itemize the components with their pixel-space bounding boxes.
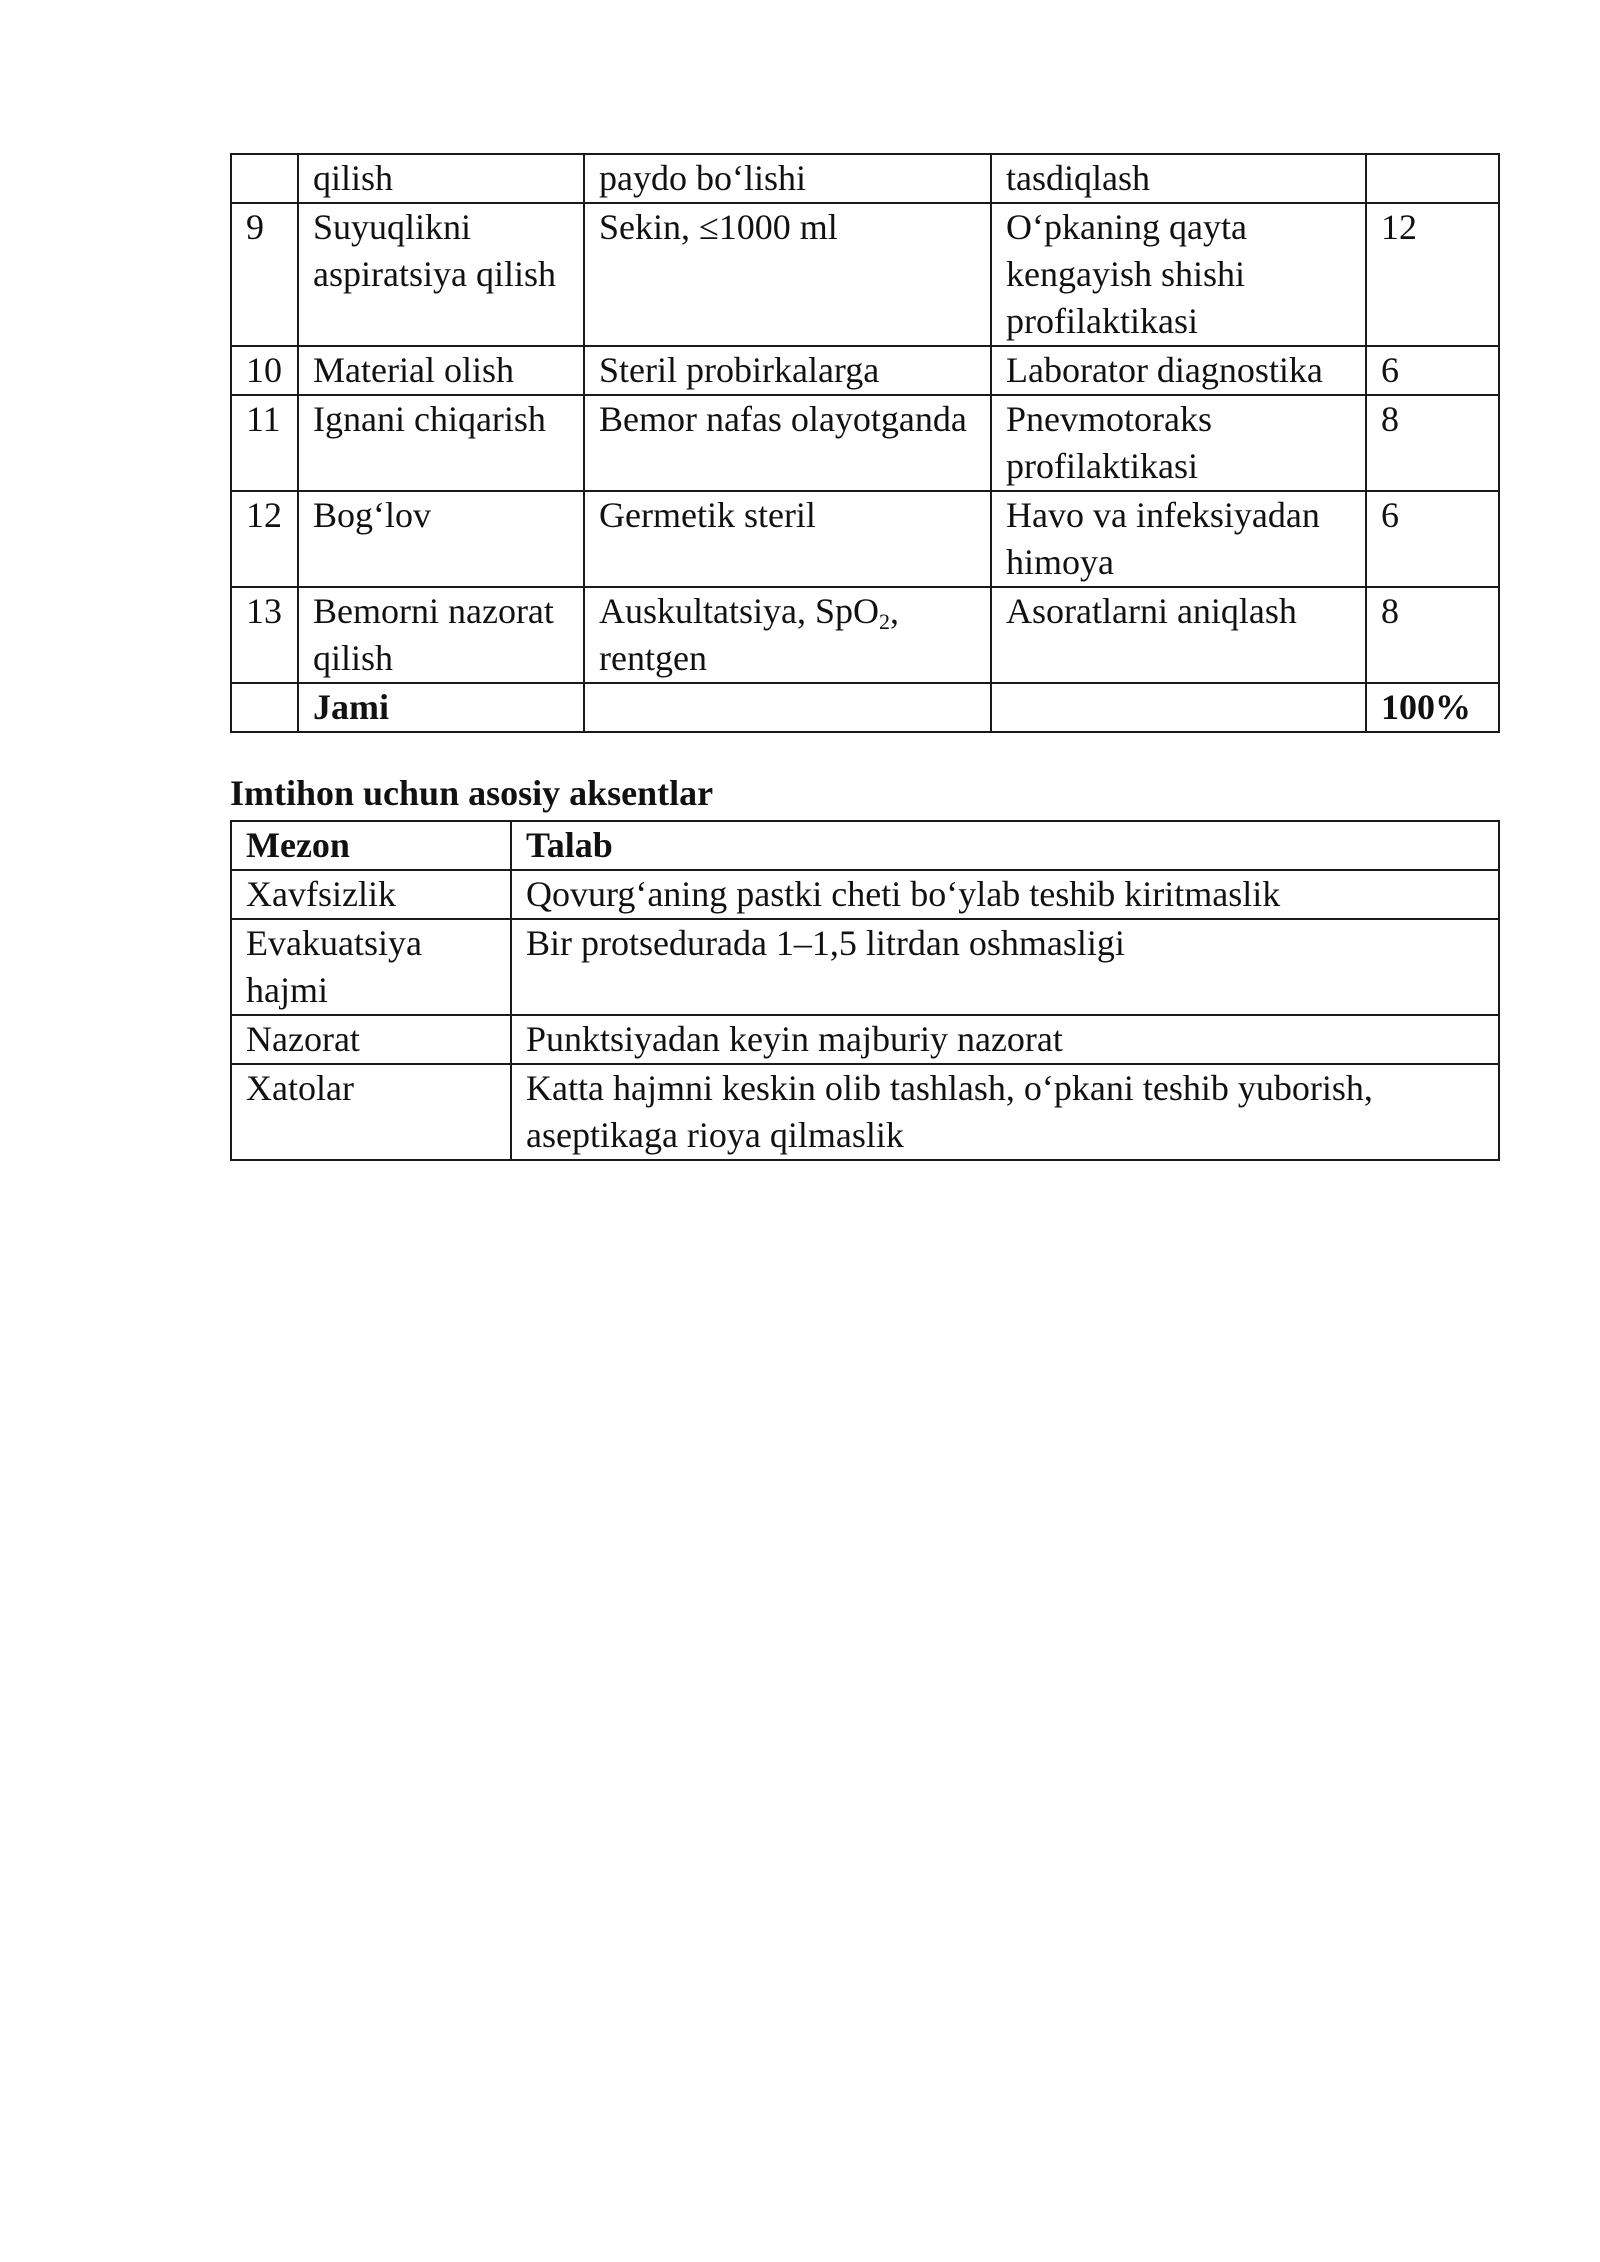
step-score: 12 [1366,203,1499,346]
accents-table [230,820,1500,1161]
step-number: 12 [231,491,298,587]
table-row [231,203,1499,346]
criterion-cell: Nazorat [231,1015,511,1064]
step-purpose: Asoratlarni aniqlash [991,587,1366,683]
requirement-cell: Qovurg‘aning pastki cheti bo‘ylab teshib kiritmaslik [511,870,1499,919]
requirement-cell: Bir protsedurada 1–1,5 litrdan oshmasligi [511,919,1499,1015]
subscript-two: 2 [879,609,891,634]
step-method [584,587,991,683]
step-method: Bemor nafas olayotganda [584,395,991,491]
table-row [231,587,1499,683]
section-title: Imtihon uchun asosiy aksentlar [230,773,714,813]
step-action: Bog‘lov [298,491,584,587]
step-score [1366,154,1499,203]
step-number: 10 [231,346,298,395]
step-number: 11 [231,395,298,491]
step-method: Germetik steril [584,491,991,587]
total-row [231,683,1499,732]
table-row [231,870,1499,919]
requirement-cell: Katta hajmni keskin olib tashlash, o‘pkani teshib yuborish, aseptikaga rioya qilmaslik [511,1064,1499,1160]
table-row [231,1064,1499,1160]
table-row [231,154,1499,203]
step-number [231,154,298,203]
step-purpose: Havo va infeksiyadan himoya [991,491,1366,587]
table-row [231,491,1499,587]
total-empty-cell [584,683,991,732]
step-score: 6 [1366,346,1499,395]
step-action: qilish [298,154,584,203]
step-method: Sekin, ≤1000 ml [584,203,991,346]
step-method: paydo bo‘lishi [584,154,991,203]
table-row [231,395,1499,491]
total-value: 100% [1366,683,1499,732]
step-score: 8 [1366,587,1499,683]
step-action: Material olish [298,346,584,395]
step-action: Suyuqlikni aspiratsiya qilish [298,203,584,346]
method-text: Auskultatsiya, SpO [599,591,880,631]
total-label: Jami [298,683,584,732]
criterion-cell: Xatolar [231,1064,511,1160]
step-action: Ignani chiqarish [298,395,584,491]
step-action: Bemorni nazorat qilish [298,587,584,683]
header-row [231,821,1499,870]
step-method: Steril probirkalarga [584,346,991,395]
criterion-cell: Evakuatsiya hajmi [231,919,511,1015]
step-number: 13 [231,587,298,683]
header-requirement: Talab [511,821,1499,870]
step-number: 9 [231,203,298,346]
procedure-table [230,153,1500,733]
table-row [231,919,1499,1015]
header-criterion: Mezon [231,821,511,870]
step-purpose: O‘pkaning qayta kengayish shishi profilaktikasi [991,203,1366,346]
step-purpose: tasdiqlash [991,154,1366,203]
table-row [231,1015,1499,1064]
requirement-cell: Punktsiyadan keyin majburiy nazorat [511,1015,1499,1064]
step-purpose: Pnevmotoraks profilaktikasi [991,395,1366,491]
step-score: 8 [1366,395,1499,491]
method-text-suffix: , rentgen [599,591,900,678]
total-empty-cell [231,683,298,732]
total-empty-cell [991,683,1366,732]
criterion-cell: Xavfsizlik [231,870,511,919]
step-score: 6 [1366,491,1499,587]
step-purpose: Laborator diagnostika [991,346,1366,395]
table-row [231,346,1499,395]
